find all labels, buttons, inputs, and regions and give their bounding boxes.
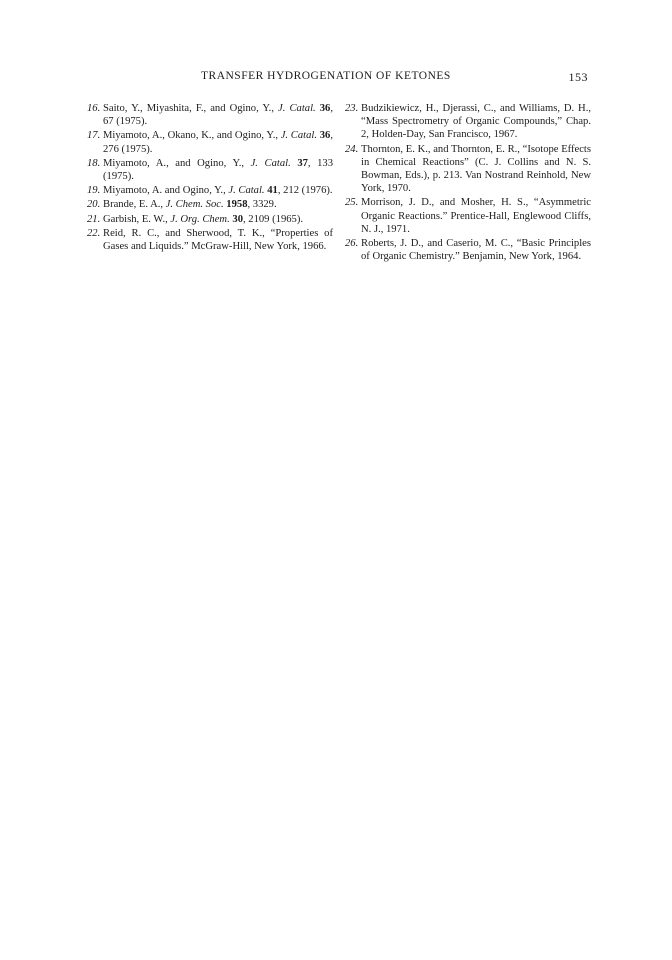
reference-entry: 26. Roberts, J. D., and Caserio, M. C., “Basic Principles of Organic Chemistry.” Benjamin, New York, 1964. xyxy=(345,238,591,263)
references-right-column xyxy=(345,102,591,264)
reference-entry: 16. Saito, Y., Miyashita, F., and Ogino, Y., J. Catal. 36, 67 (1975). xyxy=(87,103,333,128)
references-left-column xyxy=(87,102,333,254)
page-number: 153 xyxy=(568,70,588,84)
reference-entry: 17. Miyamoto, A., Okano, K., and Ogino, Y., J. Catal. 36, 276 (1975). xyxy=(87,130,333,155)
reference-entry: 19. Miyamoto, A. and Ogino, Y., J. Catal. 41, 212 (1976). xyxy=(87,185,333,197)
reference-entry: 21. Garbish, E. W., J. Org. Chem. 30, 2109 (1965). xyxy=(87,213,304,225)
reference-entry: 25. Morrison, J. D., and Mosher, H. S., “Asymmetric Organic Reactions.” Prentice-Hall, Englewood Cliffs, N. J., 1971. xyxy=(345,197,591,235)
reference-entry: 18. Miyamoto, A., and Ogino, Y., J. Catal. 37, 133 (1975). xyxy=(87,157,334,183)
running-title: TRANSFER HYDROGENATION OF KETONES xyxy=(201,70,451,82)
reference-entry: 23. Budzikiewicz, H., Djerassi, C., and Williams, D. H., “Mass Spectrometry of Organic Compounds,” Chap. 2, Holden-Day, San Francisco, 1967. xyxy=(345,103,591,141)
reference-entry: 22. Reid, R. C., and Sherwood, T. K., “Properties of Gases and Liquids.” McGraw-Hill, New York, 1966. xyxy=(87,227,333,253)
reference-entry: 20. Brande, E. A., J. Chem. Soc. 1958, 3329. xyxy=(87,199,277,211)
reference-entry: 24. Thornton, E. K., and Thornton, E. R., “Isotope Effects in Chemical Reactions” (C. J. Collins and N. S. Bowman, Eds.), p. 213. Van Nostrand Reinhold, New York, 1970. xyxy=(345,143,591,195)
